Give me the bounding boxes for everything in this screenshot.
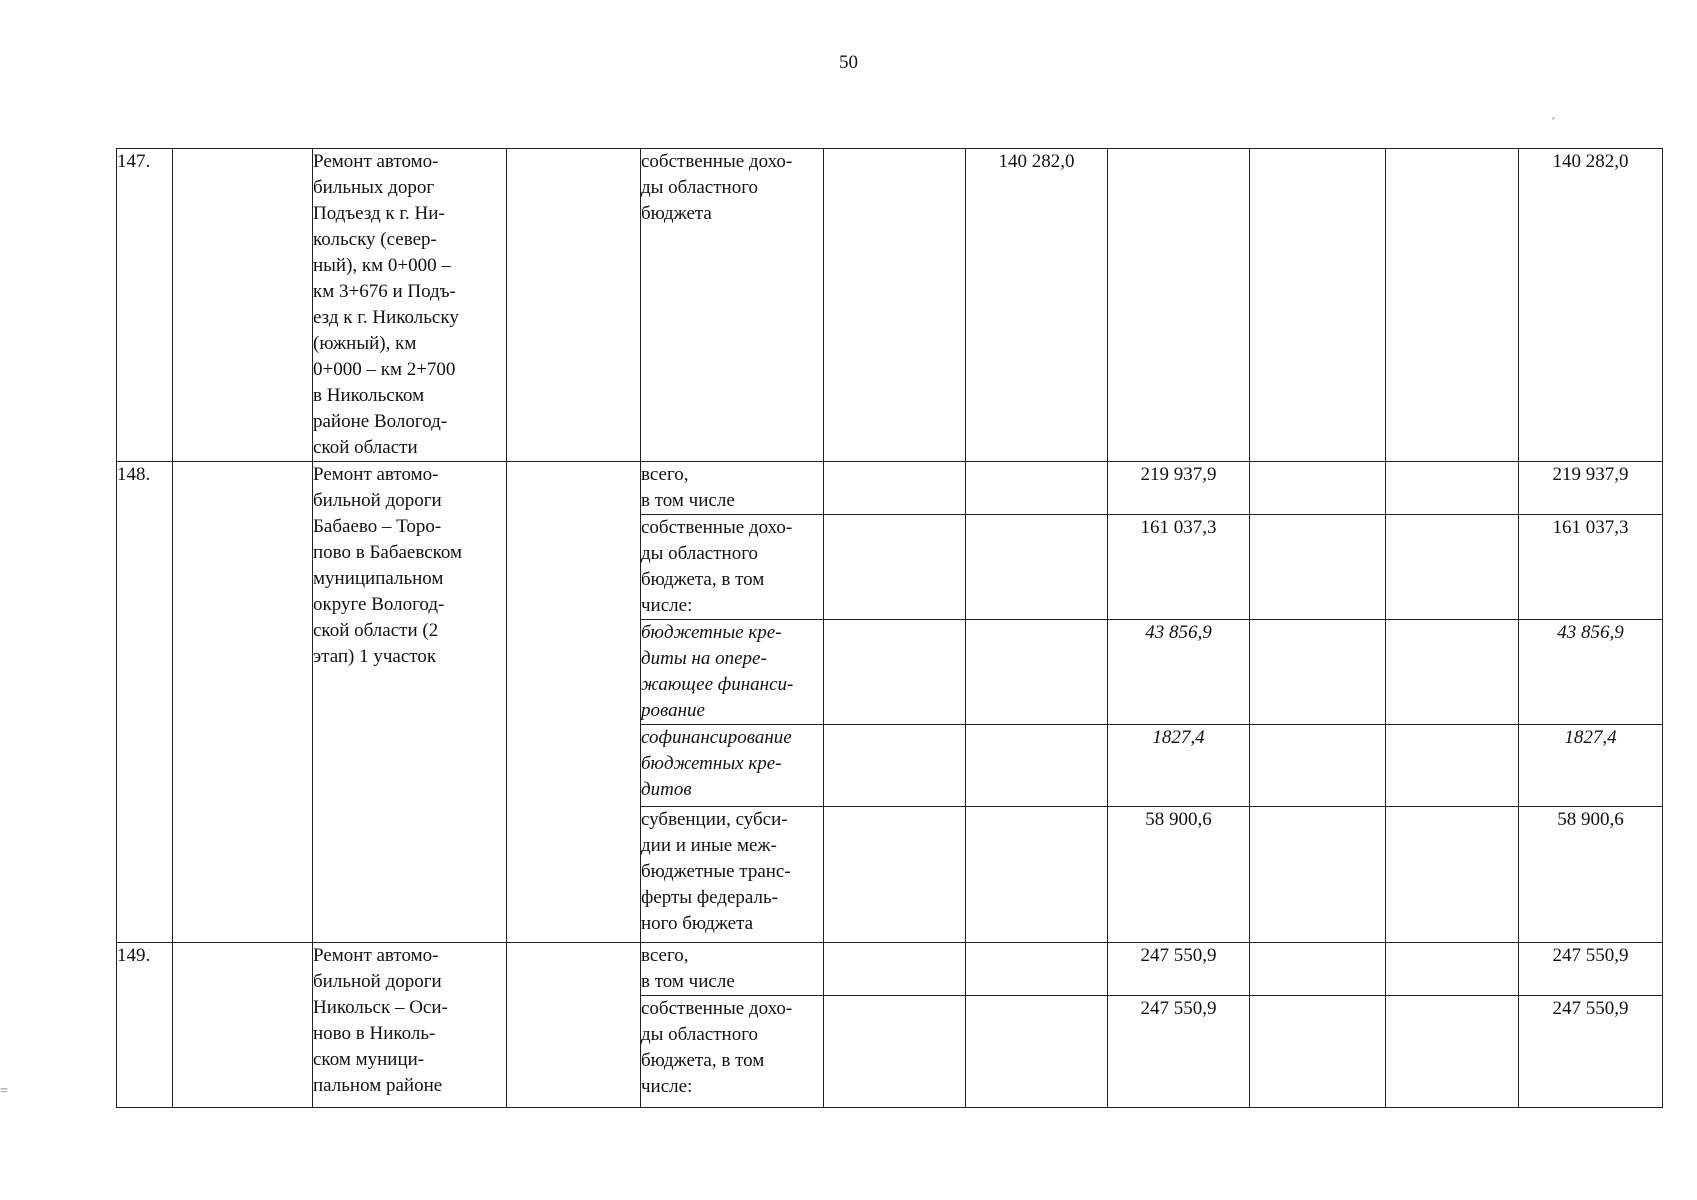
total-cell: 140 282,0 bbox=[1519, 149, 1663, 462]
amount-cell: 247 550,9 bbox=[1108, 996, 1250, 1108]
total-cell: 58 900,6 bbox=[1519, 807, 1663, 943]
empty-cell bbox=[507, 943, 641, 1108]
empty-cell bbox=[1386, 943, 1519, 996]
amount-cell: 219 937,9 bbox=[1108, 462, 1250, 515]
total-cell: 1827,4 bbox=[1519, 725, 1663, 807]
empty-cell bbox=[1250, 149, 1386, 462]
total-cell: 219 937,9 bbox=[1519, 462, 1663, 515]
empty-cell bbox=[507, 149, 641, 462]
amount-cell bbox=[966, 943, 1108, 996]
empty-cell bbox=[1250, 515, 1386, 620]
object-name: Ремонт автомо- бильной дороги Бабаево – Торо- пово в Бабаевском муниципальном округе Вологод- ской области (2 этап) 1 участок bbox=[313, 462, 507, 943]
amount-cell bbox=[1108, 149, 1250, 462]
empty-cell bbox=[824, 149, 966, 462]
amount-cell: 58 900,6 bbox=[1108, 807, 1250, 943]
empty-cell bbox=[173, 943, 313, 1108]
funding-source: софинансирование бюджетных кре- дитов bbox=[641, 725, 824, 807]
empty-cell bbox=[824, 620, 966, 725]
funding-source: субвенции, субси- дии и иные меж- бюджетные транс- ферты федераль- ного бюджета bbox=[641, 807, 824, 943]
amount-cell: 140 282,0 bbox=[966, 149, 1108, 462]
object-name: Ремонт автомо- бильной дороги Никольск – Оси- ново в Николь- ском муници- пальном районе bbox=[313, 943, 507, 1108]
empty-cell bbox=[824, 943, 966, 996]
empty-cell bbox=[173, 149, 313, 462]
funding-source: собственные дохо- ды областного бюджета bbox=[641, 149, 824, 462]
total-cell: 247 550,9 bbox=[1519, 996, 1663, 1108]
amount-cell: 1827,4 bbox=[1108, 725, 1250, 807]
budget-table bbox=[116, 148, 1663, 1108]
funding-source: собственные дохо- ды областного бюджета, в том числе: bbox=[641, 996, 824, 1108]
empty-cell bbox=[1386, 996, 1519, 1108]
corner-mark: ´ bbox=[1551, 116, 1556, 131]
left-margin-mark: = bbox=[0, 1084, 8, 1099]
empty-cell bbox=[1250, 807, 1386, 943]
empty-cell bbox=[824, 996, 966, 1108]
row-number: 148. bbox=[117, 462, 173, 943]
empty-cell bbox=[824, 515, 966, 620]
empty-cell bbox=[1386, 149, 1519, 462]
empty-cell bbox=[1250, 996, 1386, 1108]
amount-cell bbox=[966, 515, 1108, 620]
amount-cell bbox=[966, 462, 1108, 515]
empty-cell bbox=[824, 807, 966, 943]
empty-cell bbox=[824, 725, 966, 807]
funding-source: всего, в том числе bbox=[641, 462, 824, 515]
empty-cell bbox=[1250, 462, 1386, 515]
amount-cell: 161 037,3 bbox=[1108, 515, 1250, 620]
amount-cell bbox=[966, 620, 1108, 725]
empty-cell bbox=[1250, 943, 1386, 996]
table-row bbox=[117, 149, 1663, 462]
row-number: 147. bbox=[117, 149, 173, 462]
amount-cell: 247 550,9 bbox=[1108, 943, 1250, 996]
amount-cell bbox=[966, 807, 1108, 943]
funding-source: собственные дохо- ды областного бюджета, в том числе: bbox=[641, 515, 824, 620]
page-number: 50 bbox=[839, 52, 858, 73]
amount-cell bbox=[966, 996, 1108, 1108]
empty-cell bbox=[1250, 725, 1386, 807]
funding-source: всего, в том числе bbox=[641, 943, 824, 996]
object-name: Ремонт автомо- бильных дорог Подъезд к г. Ни- кольску (север- ный), км 0+000 – км 3+676 и Подъ- езд к г. Никольску (южный), км 0+000 – км 2+700 в Никольском районе Вологод- ской области bbox=[313, 149, 507, 462]
amount-cell bbox=[966, 725, 1108, 807]
empty-cell bbox=[1386, 515, 1519, 620]
amount-cell: 43 856,9 bbox=[1108, 620, 1250, 725]
total-cell: 247 550,9 bbox=[1519, 943, 1663, 996]
empty-cell bbox=[173, 462, 313, 943]
empty-cell bbox=[1386, 807, 1519, 943]
empty-cell bbox=[507, 462, 641, 943]
row-number: 149. bbox=[117, 943, 173, 1108]
empty-cell bbox=[1250, 620, 1386, 725]
empty-cell bbox=[1386, 620, 1519, 725]
total-cell: 161 037,3 bbox=[1519, 515, 1663, 620]
funding-source: бюджетные кре- диты на опере- жающее финанси- рование bbox=[641, 620, 824, 725]
table-row bbox=[117, 462, 1663, 515]
empty-cell bbox=[1386, 725, 1519, 807]
table-row bbox=[117, 943, 1663, 996]
total-cell: 43 856,9 bbox=[1519, 620, 1663, 725]
empty-cell bbox=[824, 462, 966, 515]
empty-cell bbox=[1386, 462, 1519, 515]
